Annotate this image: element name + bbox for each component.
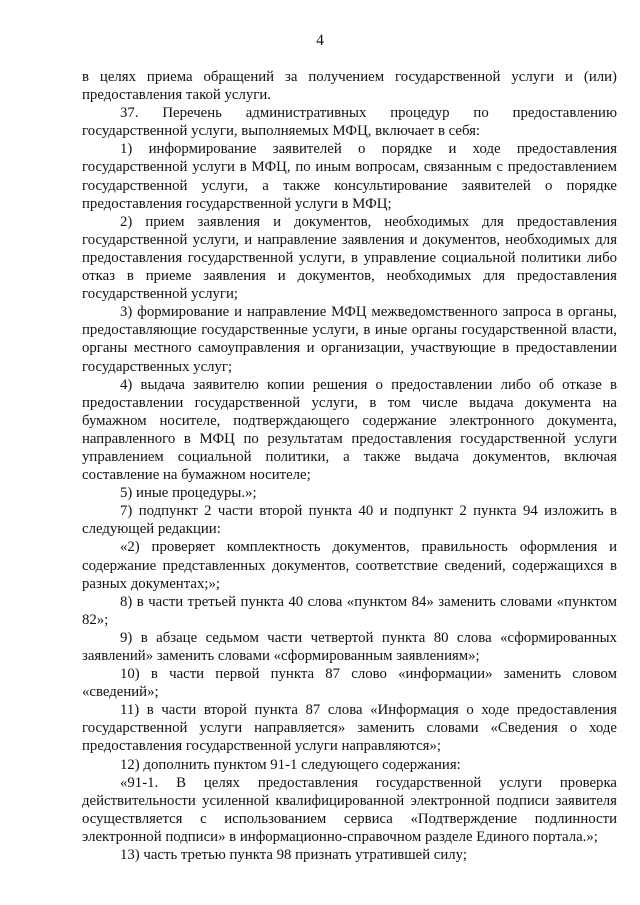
- paragraph-subitem-2: 2) прием заявления и документов, необходимых для предоставления государственной услуги, и направление заявления и документов, необходимых для предоставления государственной услуги, в управление социальной политики либо отказ в приеме заявления и документов, необходимых для предоставления государственной услуги;: [82, 213, 617, 303]
- paragraph-amendment-11: 11) в части второй пункта 87 слова «Информация о ходе предоставления государственной услуги направляется» заменить словами «Сведения о ходе предоставления государственной услуги направляются»;: [82, 702, 617, 755]
- paragraph-amendment-13: 13) часть третью пункта 98 признать утратившей силу;: [120, 847, 467, 864]
- paragraph-subitem-3: 3) формирование и направление МФЦ межведомственного запроса в органы, предоставляющие государственные услуги, в иные органы государственной власти, органы местного самоуправления и организации, участвующие в предоставлении государственных услуг;: [82, 304, 617, 375]
- document-body: [82, 68, 617, 864]
- paragraph-subitem-1: 1) информирование заявителей о порядке и ходе предоставления государственной услуги в МФЦ, по иным вопросам, связанным с предоставлением государственной услуги, а также консультирование заявителей о порядке предоставления государственной услуги в МФЦ;: [82, 141, 617, 212]
- paragraph-subitem-4: 4) выдача заявителю копии решения о предоставлении либо об отказе в предоставлении государственной услуги, в том числе выдача документа на бумажном носителе, подтверждающего содержание электронного документа, направленного в МФЦ по результатам предоставления государственной услуги управлением социальной политики, а также выдача документов, включая составление на бумажном носителе;: [82, 376, 617, 484]
- paragraph-quoted-2: «2) проверяет комплектность документов, правильность оформления и содержание представленных документов, соответствие сведений, содержащихся в разных документах;»;: [82, 539, 617, 592]
- paragraph-item-37: 37. Перечень административных процедур по предоставлению государственной услуги, выполняемых МФЦ, включает в себя:: [82, 105, 617, 140]
- paragraph-amendment-8: 8) в части третьей пункта 40 слова «пунктом 84» заменить словами «пунктом 82»;: [82, 593, 617, 628]
- paragraph-quoted-91-1: «91-1. В целях предоставления государственной услуги проверка действительности усиленной квалифицированной электронной подписи заявителя осуществляется с использованием сервиса «Подтверждение подлинности электронной подписи» в информационно-справочном разделе Единого портала.»;: [82, 774, 617, 845]
- page-number: 4: [316, 32, 324, 49]
- paragraph-amendment-10: 10) в части первой пункта 87 слово «информации» заменить словом «сведений»;: [82, 666, 617, 701]
- paragraph-amendment-7: 7) подпункт 2 части второй пункта 40 и подпункт 2 пункта 94 изложить в следующей редакции:: [82, 503, 617, 538]
- paragraph-amendment-9: 9) в абзаце седьмом части четвертой пункта 80 слова «сформированных заявлений» заменить словами «сформированным заявлениям»;: [82, 629, 617, 664]
- paragraph-continuation: в целях приема обращений за получением государственной услуги и (или) предоставления такой услуги.: [82, 69, 617, 104]
- paragraph-amendment-12: 12) дополнить пунктом 91-1 следующего содержания:: [120, 756, 461, 773]
- paragraph-subitem-5: 5) иные процедуры.»;: [120, 485, 257, 502]
